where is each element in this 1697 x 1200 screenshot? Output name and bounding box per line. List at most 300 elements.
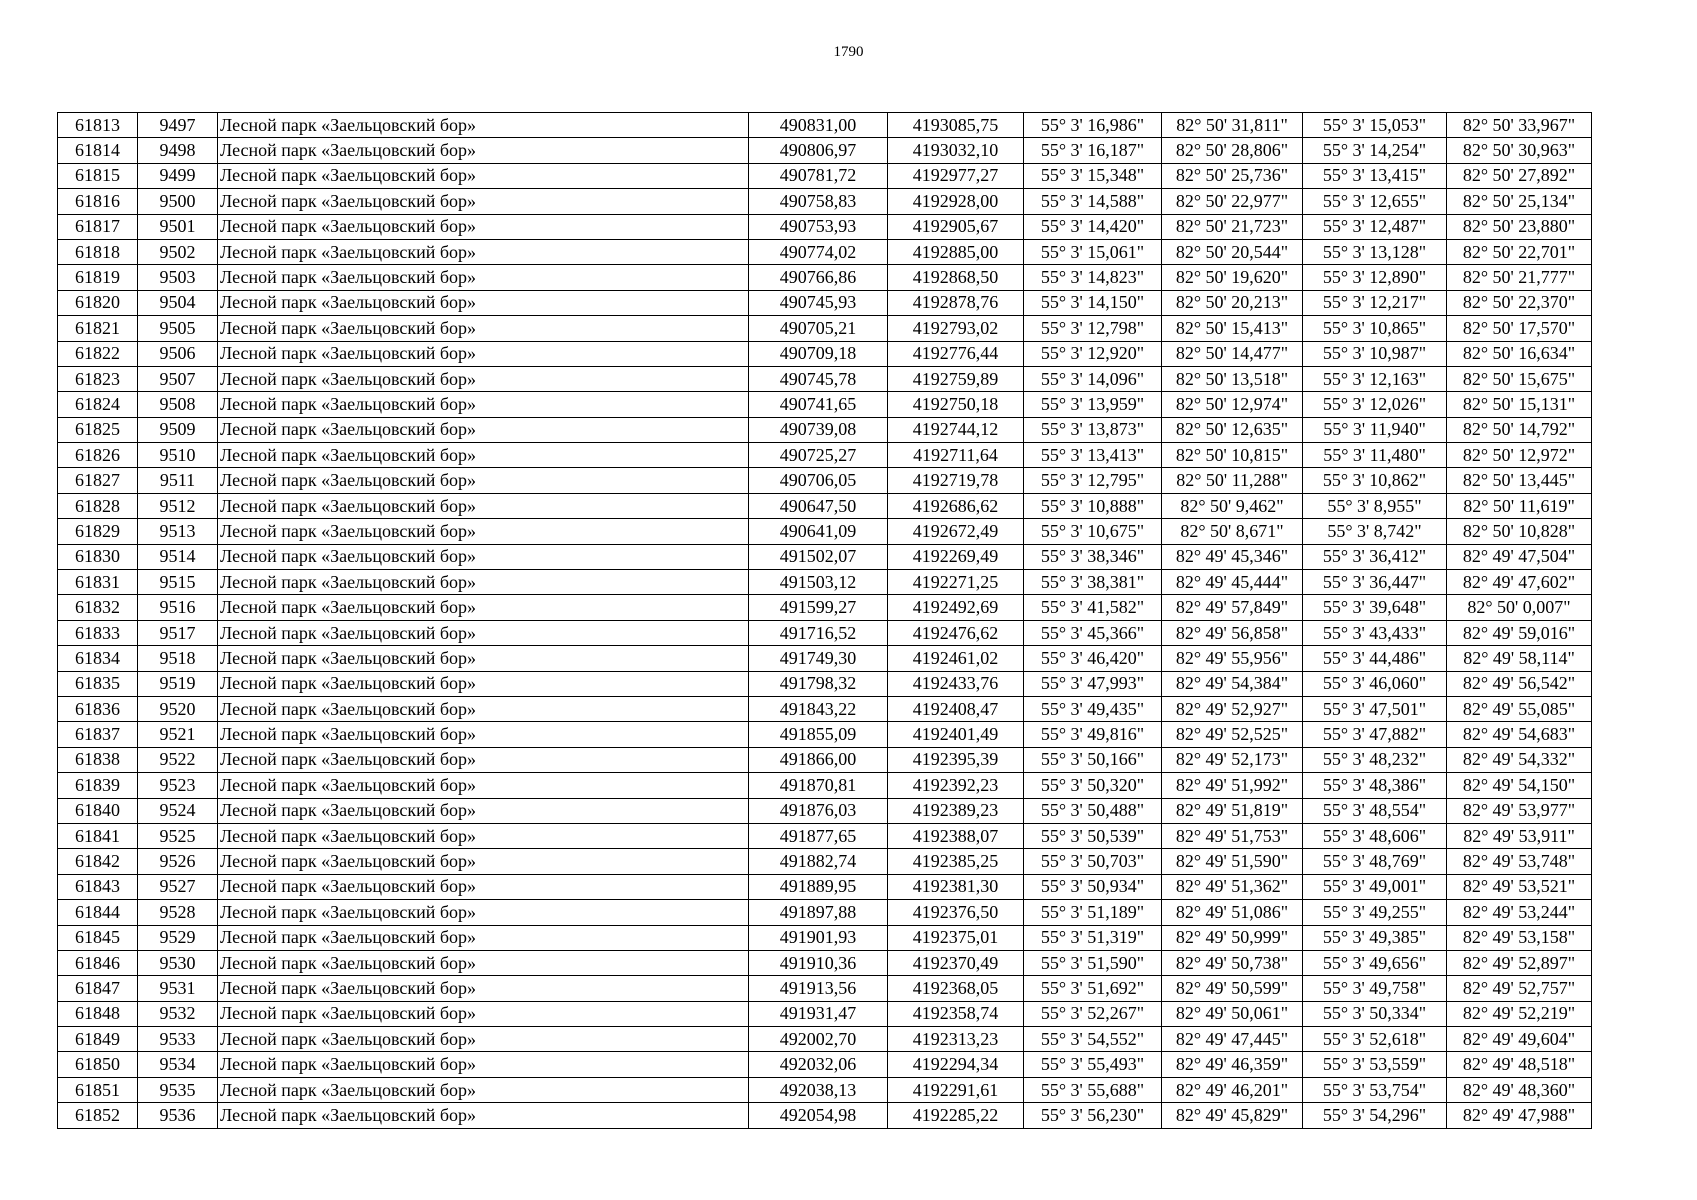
row-number-cell: 61830: [58, 544, 138, 569]
table-row: [58, 544, 1592, 569]
latitude-1-cell: 55° 3' 16,187": [1024, 138, 1162, 163]
latitude-1-cell: 55° 3' 41,582": [1024, 595, 1162, 620]
table-row: [58, 722, 1592, 747]
row-number-cell: 61847: [58, 976, 138, 1001]
y-coordinate-cell: 4192294,34: [888, 1052, 1024, 1077]
x-coordinate-cell: 490766,86: [749, 265, 888, 290]
x-coordinate-cell: 491901,93: [749, 925, 888, 950]
row-number-cell: 61820: [58, 290, 138, 315]
x-coordinate-cell: 491798,32: [749, 671, 888, 696]
longitude-1-cell: 82° 49' 55,956": [1162, 646, 1303, 671]
latitude-2-cell: 55° 3' 54,296": [1303, 1103, 1447, 1128]
longitude-2-cell: 82° 50' 15,675": [1447, 366, 1592, 391]
object-name-cell: Лесной парк «Заельцовский бор»: [218, 1077, 749, 1102]
row-number-cell: 61831: [58, 570, 138, 595]
longitude-2-cell: 82° 50' 15,131": [1447, 392, 1592, 417]
x-coordinate-cell: 490741,65: [749, 392, 888, 417]
point-number-cell: 9502: [138, 239, 218, 264]
longitude-1-cell: 82° 50' 10,815": [1162, 443, 1303, 468]
row-number-cell: 61846: [58, 950, 138, 975]
latitude-1-cell: 55° 3' 10,888": [1024, 493, 1162, 518]
y-coordinate-cell: 4192719,78: [888, 468, 1024, 493]
longitude-2-cell: 82° 50' 17,570": [1447, 316, 1592, 341]
longitude-1-cell: 82° 49' 50,599": [1162, 976, 1303, 1001]
longitude-1-cell: 82° 50' 13,518": [1162, 366, 1303, 391]
row-number-cell: 61814: [58, 138, 138, 163]
point-number-cell: 9513: [138, 519, 218, 544]
row-number-cell: 61818: [58, 239, 138, 264]
point-number-cell: 9527: [138, 874, 218, 899]
latitude-2-cell: 55° 3' 13,128": [1303, 239, 1447, 264]
y-coordinate-cell: 4192793,02: [888, 316, 1024, 341]
table-row: [58, 493, 1592, 518]
latitude-1-cell: 55° 3' 47,993": [1024, 671, 1162, 696]
longitude-2-cell: 82° 50' 12,972": [1447, 443, 1592, 468]
y-coordinate-cell: 4192368,05: [888, 976, 1024, 1001]
row-number-cell: 61849: [58, 1027, 138, 1052]
longitude-1-cell: 82° 49' 52,927": [1162, 696, 1303, 721]
object-name-cell: Лесной парк «Заельцовский бор»: [218, 290, 749, 315]
longitude-2-cell: 82° 49' 54,332": [1447, 747, 1592, 772]
latitude-1-cell: 55° 3' 16,986": [1024, 113, 1162, 138]
point-number-cell: 9515: [138, 570, 218, 595]
table-row: [58, 189, 1592, 214]
table-row: [58, 900, 1592, 925]
table-row: [58, 417, 1592, 442]
object-name-cell: Лесной парк «Заельцовский бор»: [218, 417, 749, 442]
y-coordinate-cell: 4192928,00: [888, 189, 1024, 214]
longitude-2-cell: 82° 49' 53,911": [1447, 823, 1592, 848]
y-coordinate-cell: 4192388,07: [888, 823, 1024, 848]
longitude-2-cell: 82° 49' 49,604": [1447, 1027, 1592, 1052]
point-number-cell: 9525: [138, 823, 218, 848]
point-number-cell: 9499: [138, 163, 218, 188]
object-name-cell: Лесной парк «Заельцовский бор»: [218, 392, 749, 417]
x-coordinate-cell: 491855,09: [749, 722, 888, 747]
longitude-2-cell: 82° 50' 27,892": [1447, 163, 1592, 188]
object-name-cell: Лесной парк «Заельцовский бор»: [218, 519, 749, 544]
object-name-cell: Лесной парк «Заельцовский бор»: [218, 1027, 749, 1052]
latitude-2-cell: 55° 3' 15,053": [1303, 113, 1447, 138]
longitude-1-cell: 82° 49' 51,086": [1162, 900, 1303, 925]
longitude-2-cell: 82° 50' 33,967": [1447, 113, 1592, 138]
latitude-1-cell: 55° 3' 15,061": [1024, 239, 1162, 264]
row-number-cell: 61835: [58, 671, 138, 696]
table-row: [58, 874, 1592, 899]
point-number-cell: 9528: [138, 900, 218, 925]
row-number-cell: 61828: [58, 493, 138, 518]
longitude-1-cell: 82° 49' 57,849": [1162, 595, 1303, 620]
table-row: [58, 570, 1592, 595]
latitude-1-cell: 55° 3' 51,590": [1024, 950, 1162, 975]
latitude-1-cell: 55° 3' 10,675": [1024, 519, 1162, 544]
point-number-cell: 9534: [138, 1052, 218, 1077]
x-coordinate-cell: 490739,08: [749, 417, 888, 442]
longitude-2-cell: 82° 50' 23,880": [1447, 214, 1592, 239]
point-number-cell: 9529: [138, 925, 218, 950]
y-coordinate-cell: 4192492,69: [888, 595, 1024, 620]
point-number-cell: 9501: [138, 214, 218, 239]
row-number-cell: 61836: [58, 696, 138, 721]
y-coordinate-cell: 4192395,39: [888, 747, 1024, 772]
longitude-2-cell: 82° 49' 53,977": [1447, 798, 1592, 823]
row-number-cell: 61825: [58, 417, 138, 442]
table-row: [58, 214, 1592, 239]
point-number-cell: 9516: [138, 595, 218, 620]
longitude-2-cell: 82° 50' 11,619": [1447, 493, 1592, 518]
latitude-1-cell: 55° 3' 46,420": [1024, 646, 1162, 671]
y-coordinate-cell: 4192868,50: [888, 265, 1024, 290]
point-number-cell: 9522: [138, 747, 218, 772]
x-coordinate-cell: 490709,18: [749, 341, 888, 366]
table-row: [58, 519, 1592, 544]
longitude-1-cell: 82° 49' 51,992": [1162, 773, 1303, 798]
x-coordinate-cell: 490705,21: [749, 316, 888, 341]
x-coordinate-cell: 491843,22: [749, 696, 888, 721]
row-number-cell: 61840: [58, 798, 138, 823]
x-coordinate-cell: 490774,02: [749, 239, 888, 264]
latitude-2-cell: 55° 3' 47,882": [1303, 722, 1447, 747]
longitude-2-cell: 82° 49' 47,602": [1447, 570, 1592, 595]
latitude-2-cell: 55° 3' 46,060": [1303, 671, 1447, 696]
latitude-2-cell: 55° 3' 49,385": [1303, 925, 1447, 950]
longitude-1-cell: 82° 50' 11,288": [1162, 468, 1303, 493]
longitude-1-cell: 82° 49' 51,753": [1162, 823, 1303, 848]
row-number-cell: 61819: [58, 265, 138, 290]
latitude-1-cell: 55° 3' 12,795": [1024, 468, 1162, 493]
table-row: [58, 366, 1592, 391]
table-row: [58, 620, 1592, 645]
x-coordinate-cell: 491931,47: [749, 1001, 888, 1026]
row-number-cell: 61827: [58, 468, 138, 493]
row-number-cell: 61816: [58, 189, 138, 214]
object-name-cell: Лесной парк «Заельцовский бор»: [218, 214, 749, 239]
table-row: [58, 773, 1592, 798]
longitude-1-cell: 82° 49' 50,999": [1162, 925, 1303, 950]
latitude-2-cell: 55° 3' 10,987": [1303, 341, 1447, 366]
row-number-cell: 61838: [58, 747, 138, 772]
row-number-cell: 61844: [58, 900, 138, 925]
latitude-2-cell: 55° 3' 10,865": [1303, 316, 1447, 341]
longitude-2-cell: 82° 50' 14,792": [1447, 417, 1592, 442]
row-number-cell: 61833: [58, 620, 138, 645]
point-number-cell: 9500: [138, 189, 218, 214]
latitude-1-cell: 55° 3' 50,320": [1024, 773, 1162, 798]
row-number-cell: 61842: [58, 849, 138, 874]
latitude-2-cell: 55° 3' 11,480": [1303, 443, 1447, 468]
object-name-cell: Лесной парк «Заельцовский бор»: [218, 138, 749, 163]
object-name-cell: Лесной парк «Заельцовский бор»: [218, 976, 749, 1001]
object-name-cell: Лесной парк «Заельцовский бор»: [218, 570, 749, 595]
object-name-cell: Лесной парк «Заельцовский бор»: [218, 823, 749, 848]
longitude-2-cell: 82° 50' 0,007": [1447, 595, 1592, 620]
point-number-cell: 9517: [138, 620, 218, 645]
object-name-cell: Лесной парк «Заельцовский бор»: [218, 925, 749, 950]
table-row: [58, 341, 1592, 366]
object-name-cell: Лесной парк «Заельцовский бор»: [218, 874, 749, 899]
point-number-cell: 9520: [138, 696, 218, 721]
longitude-2-cell: 82° 49' 53,748": [1447, 849, 1592, 874]
x-coordinate-cell: 491866,00: [749, 747, 888, 772]
latitude-2-cell: 55° 3' 53,559": [1303, 1052, 1447, 1077]
latitude-2-cell: 55° 3' 43,433": [1303, 620, 1447, 645]
longitude-1-cell: 82° 50' 21,723": [1162, 214, 1303, 239]
object-name-cell: Лесной парк «Заельцовский бор»: [218, 341, 749, 366]
y-coordinate-cell: 4192905,67: [888, 214, 1024, 239]
object-name-cell: Лесной парк «Заельцовский бор»: [218, 163, 749, 188]
point-number-cell: 9524: [138, 798, 218, 823]
y-coordinate-cell: 4192389,23: [888, 798, 1024, 823]
row-number-cell: 61843: [58, 874, 138, 899]
longitude-1-cell: 82° 50' 20,213": [1162, 290, 1303, 315]
x-coordinate-cell: 490706,05: [749, 468, 888, 493]
latitude-2-cell: 55° 3' 11,940": [1303, 417, 1447, 442]
latitude-1-cell: 55° 3' 12,920": [1024, 341, 1162, 366]
latitude-1-cell: 55° 3' 14,823": [1024, 265, 1162, 290]
object-name-cell: Лесной парк «Заельцовский бор»: [218, 646, 749, 671]
latitude-1-cell: 55° 3' 50,703": [1024, 849, 1162, 874]
latitude-2-cell: 55° 3' 52,618": [1303, 1027, 1447, 1052]
longitude-1-cell: 82° 49' 54,384": [1162, 671, 1303, 696]
y-coordinate-cell: 4192776,44: [888, 341, 1024, 366]
table-row: [58, 671, 1592, 696]
latitude-1-cell: 55° 3' 45,366": [1024, 620, 1162, 645]
object-name-cell: Лесной парк «Заельцовский бор»: [218, 950, 749, 975]
y-coordinate-cell: 4192672,49: [888, 519, 1024, 544]
longitude-1-cell: 82° 50' 22,977": [1162, 189, 1303, 214]
latitude-2-cell: 55° 3' 12,890": [1303, 265, 1447, 290]
longitude-1-cell: 82° 49' 50,738": [1162, 950, 1303, 975]
row-number-cell: 61837: [58, 722, 138, 747]
longitude-1-cell: 82° 49' 51,819": [1162, 798, 1303, 823]
table-row: [58, 950, 1592, 975]
row-number-cell: 61822: [58, 341, 138, 366]
longitude-2-cell: 82° 50' 30,963": [1447, 138, 1592, 163]
longitude-1-cell: 82° 49' 45,346": [1162, 544, 1303, 569]
latitude-1-cell: 55° 3' 14,096": [1024, 366, 1162, 391]
x-coordinate-cell: 492002,70: [749, 1027, 888, 1052]
latitude-2-cell: 55° 3' 53,754": [1303, 1077, 1447, 1102]
longitude-2-cell: 82° 50' 16,634": [1447, 341, 1592, 366]
point-number-cell: 9511: [138, 468, 218, 493]
object-name-cell: Лесной парк «Заельцовский бор»: [218, 1052, 749, 1077]
table-row: [58, 925, 1592, 950]
table-row: [58, 646, 1592, 671]
point-number-cell: 9530: [138, 950, 218, 975]
latitude-1-cell: 55° 3' 49,816": [1024, 722, 1162, 747]
longitude-1-cell: 82° 49' 51,590": [1162, 849, 1303, 874]
y-coordinate-cell: 4193085,75: [888, 113, 1024, 138]
latitude-2-cell: 55° 3' 49,758": [1303, 976, 1447, 1001]
longitude-1-cell: 82° 50' 12,635": [1162, 417, 1303, 442]
point-number-cell: 9509: [138, 417, 218, 442]
y-coordinate-cell: 4192291,61: [888, 1077, 1024, 1102]
longitude-1-cell: 82° 49' 46,201": [1162, 1077, 1303, 1102]
object-name-cell: Лесной парк «Заельцовский бор»: [218, 493, 749, 518]
x-coordinate-cell: 491503,12: [749, 570, 888, 595]
latitude-2-cell: 55° 3' 8,955": [1303, 493, 1447, 518]
x-coordinate-cell: 492038,13: [749, 1077, 888, 1102]
coordinates-table: [57, 112, 1592, 1129]
object-name-cell: Лесной парк «Заельцовский бор»: [218, 798, 749, 823]
object-name-cell: Лесной парк «Заельцовский бор»: [218, 671, 749, 696]
longitude-2-cell: 82° 49' 53,244": [1447, 900, 1592, 925]
longitude-2-cell: 82° 50' 25,134": [1447, 189, 1592, 214]
longitude-1-cell: 82° 49' 52,525": [1162, 722, 1303, 747]
object-name-cell: Лесной парк «Заельцовский бор»: [218, 1001, 749, 1026]
longitude-1-cell: 82° 49' 52,173": [1162, 747, 1303, 772]
longitude-2-cell: 82° 49' 47,988": [1447, 1103, 1592, 1128]
table-row: [58, 316, 1592, 341]
y-coordinate-cell: 4193032,10: [888, 138, 1024, 163]
latitude-1-cell: 55° 3' 54,552": [1024, 1027, 1162, 1052]
table-row: [58, 823, 1592, 848]
point-number-cell: 9533: [138, 1027, 218, 1052]
longitude-2-cell: 82° 49' 59,016": [1447, 620, 1592, 645]
longitude-2-cell: 82° 49' 53,158": [1447, 925, 1592, 950]
y-coordinate-cell: 4192711,64: [888, 443, 1024, 468]
latitude-1-cell: 55° 3' 56,230": [1024, 1103, 1162, 1128]
row-number-cell: 61813: [58, 113, 138, 138]
y-coordinate-cell: 4192461,02: [888, 646, 1024, 671]
longitude-1-cell: 82° 49' 47,445": [1162, 1027, 1303, 1052]
x-coordinate-cell: 492032,06: [749, 1052, 888, 1077]
point-number-cell: 9498: [138, 138, 218, 163]
latitude-2-cell: 55° 3' 12,487": [1303, 214, 1447, 239]
point-number-cell: 9497: [138, 113, 218, 138]
x-coordinate-cell: 491910,36: [749, 950, 888, 975]
row-number-cell: 61823: [58, 366, 138, 391]
table-row: [58, 1103, 1592, 1128]
object-name-cell: Лесной парк «Заельцовский бор»: [218, 620, 749, 645]
table-row: [58, 113, 1592, 138]
y-coordinate-cell: 4192271,25: [888, 570, 1024, 595]
latitude-1-cell: 55° 3' 50,166": [1024, 747, 1162, 772]
latitude-1-cell: 55° 3' 51,692": [1024, 976, 1162, 1001]
object-name-cell: Лесной парк «Заельцовский бор»: [218, 900, 749, 925]
latitude-2-cell: 55° 3' 48,769": [1303, 849, 1447, 874]
row-number-cell: 61829: [58, 519, 138, 544]
table-row: [58, 138, 1592, 163]
longitude-2-cell: 82° 50' 22,370": [1447, 290, 1592, 315]
object-name-cell: Лесной парк «Заельцовский бор»: [218, 595, 749, 620]
longitude-2-cell: 82° 49' 54,150": [1447, 773, 1592, 798]
longitude-1-cell: 82° 50' 9,462": [1162, 493, 1303, 518]
longitude-2-cell: 82° 50' 10,828": [1447, 519, 1592, 544]
point-number-cell: 9523: [138, 773, 218, 798]
object-name-cell: Лесной парк «Заельцовский бор»: [218, 316, 749, 341]
latitude-2-cell: 55° 3' 47,501": [1303, 696, 1447, 721]
y-coordinate-cell: 4192269,49: [888, 544, 1024, 569]
longitude-2-cell: 82° 49' 48,518": [1447, 1052, 1592, 1077]
longitude-1-cell: 82° 50' 8,671": [1162, 519, 1303, 544]
latitude-1-cell: 55° 3' 50,539": [1024, 823, 1162, 848]
latitude-2-cell: 55° 3' 39,648": [1303, 595, 1447, 620]
x-coordinate-cell: 491870,81: [749, 773, 888, 798]
row-number-cell: 61845: [58, 925, 138, 950]
latitude-1-cell: 55° 3' 55,688": [1024, 1077, 1162, 1102]
y-coordinate-cell: 4192878,76: [888, 290, 1024, 315]
y-coordinate-cell: 4192401,49: [888, 722, 1024, 747]
point-number-cell: 9536: [138, 1103, 218, 1128]
row-number-cell: 61821: [58, 316, 138, 341]
x-coordinate-cell: 491599,27: [749, 595, 888, 620]
table-row: [58, 595, 1592, 620]
x-coordinate-cell: 491877,65: [749, 823, 888, 848]
x-coordinate-cell: 490725,27: [749, 443, 888, 468]
point-number-cell: 9507: [138, 366, 218, 391]
table-row: [58, 976, 1592, 1001]
latitude-2-cell: 55° 3' 14,254": [1303, 138, 1447, 163]
object-name-cell: Лесной парк «Заельцовский бор»: [218, 443, 749, 468]
longitude-2-cell: 82° 49' 48,360": [1447, 1077, 1592, 1102]
longitude-1-cell: 82° 50' 15,413": [1162, 316, 1303, 341]
point-number-cell: 9512: [138, 493, 218, 518]
latitude-1-cell: 55° 3' 13,959": [1024, 392, 1162, 417]
latitude-2-cell: 55° 3' 48,386": [1303, 773, 1447, 798]
longitude-2-cell: 82° 49' 52,757": [1447, 976, 1592, 1001]
longitude-1-cell: 82° 49' 46,359": [1162, 1052, 1303, 1077]
row-number-cell: 61852: [58, 1103, 138, 1128]
latitude-1-cell: 55° 3' 14,420": [1024, 214, 1162, 239]
x-coordinate-cell: 491716,52: [749, 620, 888, 645]
longitude-2-cell: 82° 49' 58,114": [1447, 646, 1592, 671]
longitude-2-cell: 82° 49' 52,897": [1447, 950, 1592, 975]
latitude-2-cell: 55° 3' 13,415": [1303, 163, 1447, 188]
latitude-2-cell: 55° 3' 36,412": [1303, 544, 1447, 569]
latitude-2-cell: 55° 3' 12,655": [1303, 189, 1447, 214]
x-coordinate-cell: 491502,07: [749, 544, 888, 569]
latitude-1-cell: 55° 3' 13,873": [1024, 417, 1162, 442]
latitude-2-cell: 55° 3' 44,486": [1303, 646, 1447, 671]
y-coordinate-cell: 4192381,30: [888, 874, 1024, 899]
point-number-cell: 9532: [138, 1001, 218, 1026]
row-number-cell: 61839: [58, 773, 138, 798]
longitude-2-cell: 82° 49' 47,504": [1447, 544, 1592, 569]
row-number-cell: 61850: [58, 1052, 138, 1077]
x-coordinate-cell: 491897,88: [749, 900, 888, 925]
object-name-cell: Лесной парк «Заельцовский бор»: [218, 773, 749, 798]
y-coordinate-cell: 4192885,00: [888, 239, 1024, 264]
y-coordinate-cell: 4192385,25: [888, 849, 1024, 874]
x-coordinate-cell: 491749,30: [749, 646, 888, 671]
point-number-cell: 9518: [138, 646, 218, 671]
table-body: [58, 113, 1592, 1129]
x-coordinate-cell: 490745,78: [749, 366, 888, 391]
latitude-1-cell: 55° 3' 15,348": [1024, 163, 1162, 188]
latitude-1-cell: 55° 3' 38,346": [1024, 544, 1162, 569]
longitude-2-cell: 82° 50' 13,445": [1447, 468, 1592, 493]
latitude-1-cell: 55° 3' 52,267": [1024, 1001, 1162, 1026]
table-row: [58, 696, 1592, 721]
row-number-cell: 61817: [58, 214, 138, 239]
y-coordinate-cell: 4192476,62: [888, 620, 1024, 645]
object-name-cell: Лесной парк «Заельцовский бор»: [218, 696, 749, 721]
longitude-2-cell: 82° 50' 21,777": [1447, 265, 1592, 290]
y-coordinate-cell: 4192408,47: [888, 696, 1024, 721]
y-coordinate-cell: 4192313,23: [888, 1027, 1024, 1052]
latitude-2-cell: 55° 3' 48,606": [1303, 823, 1447, 848]
longitude-2-cell: 82° 49' 53,521": [1447, 874, 1592, 899]
latitude-2-cell: 55° 3' 12,026": [1303, 392, 1447, 417]
x-coordinate-cell: 490753,93: [749, 214, 888, 239]
latitude-1-cell: 55° 3' 51,319": [1024, 925, 1162, 950]
longitude-2-cell: 82° 49' 55,085": [1447, 696, 1592, 721]
object-name-cell: Лесной парк «Заельцовский бор»: [218, 113, 749, 138]
longitude-1-cell: 82° 49' 50,061": [1162, 1001, 1303, 1026]
row-number-cell: 61832: [58, 595, 138, 620]
longitude-2-cell: 82° 49' 54,683": [1447, 722, 1592, 747]
